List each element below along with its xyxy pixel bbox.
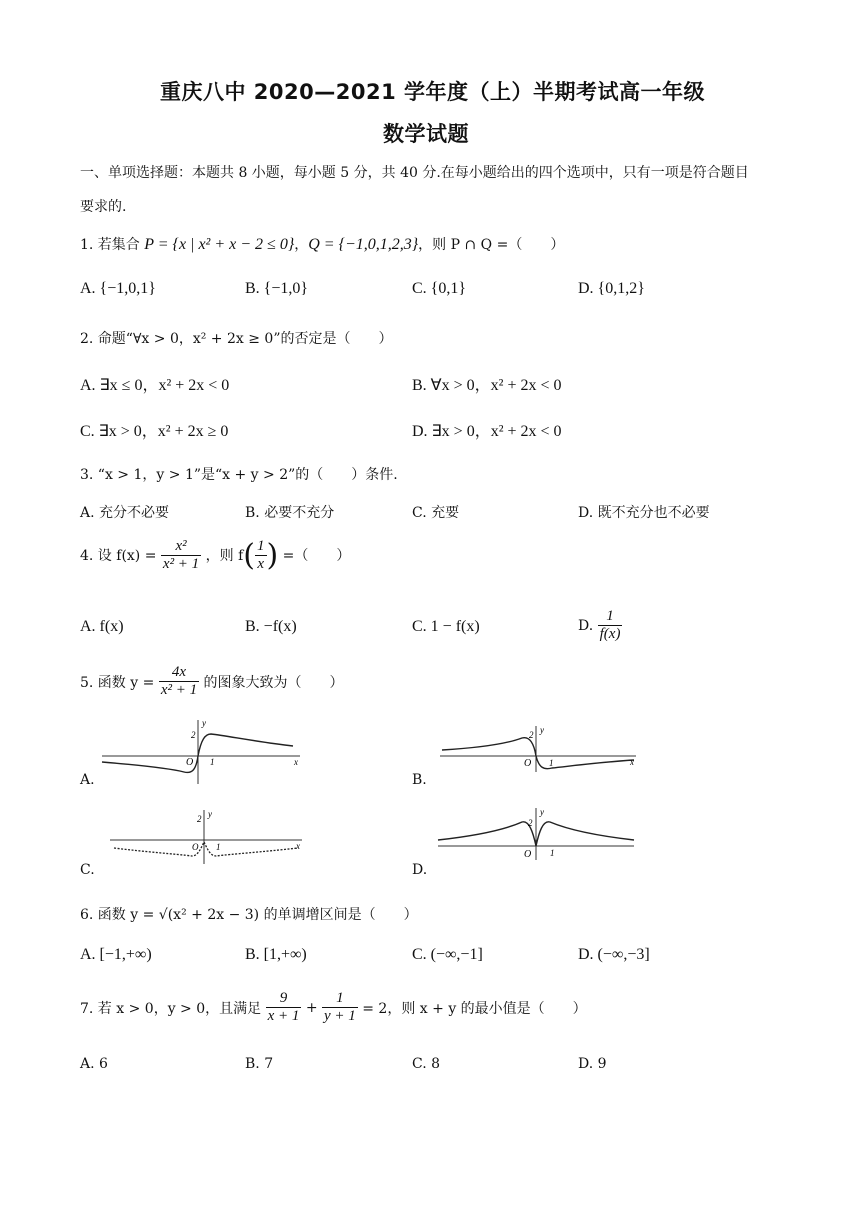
q7-stem-prefix: 7. 若 x > 0，y > 0，且满足 (80, 1000, 262, 1017)
q3-option-a: A. 充分不必要 (80, 505, 170, 521)
q5-option-c-label: C. (80, 862, 95, 878)
q2-option-b: B. ∀x > 0，x² + 2x < 0 (412, 377, 562, 394)
q7-option-b: B. 7 (245, 1056, 274, 1072)
q1-option-b: B. {−1,0} (245, 280, 309, 297)
page-subtitle: 数学试题 (383, 122, 469, 146)
graph-d-curve-left (438, 822, 536, 846)
q4-option-d-label: D. (578, 617, 594, 634)
section-instructions-line2: 要求的. (80, 199, 127, 215)
page-title: 重庆八中 2020—2021 学年度（上）半期考试高一年级 (160, 80, 706, 104)
q5-option-a-label: A. (80, 772, 95, 788)
q1-separator: ， (294, 237, 309, 253)
q7-stem-suffix: = 2，则 x + y 的最小值是（ ） (362, 1000, 587, 1017)
q4-fraction (161, 538, 201, 574)
graph-a-one: 1 (210, 757, 215, 767)
q4-option-d-den: f(x) (599, 626, 621, 643)
graph-c-x-label: x (296, 841, 300, 851)
question-5-stem (80, 664, 344, 700)
q4-stem-prefix: 4. 设 f(x) = (80, 547, 157, 564)
graph-d-origin: O (524, 849, 532, 860)
q1-option-a: A. {−1,0,1} (80, 280, 156, 297)
q7-option-a: A. 6 (80, 1056, 108, 1072)
q6-option-c: C. (−∞,−1] (412, 946, 483, 963)
q5-stem-prefix: 5. 函数 y = (80, 674, 155, 691)
graph-b-two: 2 (529, 730, 534, 740)
graph-d-one: 1 (550, 848, 555, 858)
q5-graph-b (436, 724, 642, 774)
q5-graph-d (434, 806, 640, 862)
graph-b-origin: O (524, 758, 532, 769)
q4-fraction-num: x² (175, 538, 187, 554)
q4-option-c: C. 1 − f(x) (412, 618, 480, 635)
q1-stem-suffix: ，则 P ∩ Q =（ ） (418, 237, 565, 253)
q1-set-p: P = {x | x² + x − 2 ≤ 0} (144, 236, 295, 253)
q3-option-b: B. 必要不充分 (245, 505, 335, 521)
q5-fraction (159, 664, 199, 700)
q4-stem-suffix: =（ ） (282, 547, 351, 564)
question-2-stem: 2. 命题“∀x > 0，x² + 2x ≥ 0”的否定是（ ） (80, 331, 393, 347)
q4-arg-num: 1 (257, 538, 265, 554)
q5-graph-a (98, 718, 308, 786)
question-3-stem: 3. “x > 1，y > 1”是“x + y > 2”的（ ）条件. (80, 467, 398, 483)
q5-option-b-label: B. (412, 772, 427, 788)
q7-fraction-2 (322, 990, 358, 1026)
graph-c-two: 2 (197, 814, 202, 824)
graph-d-two: 2 (528, 818, 533, 828)
q1-option-c: C. {0,1} (412, 280, 467, 297)
graph-c-origin: O (192, 842, 199, 852)
graph-b-one: 1 (549, 758, 554, 768)
q1-stem-prefix: 1. 若集合 (80, 237, 145, 253)
q7-fraction-1 (266, 990, 302, 1026)
graph-b-curve (442, 738, 634, 769)
q7-fraction-1-num: 9 (279, 990, 288, 1006)
q2-option-a: A. ∃x ≤ 0，x² + 2x < 0 (80, 377, 230, 394)
graph-c-curve (114, 842, 298, 856)
graph-a-x-label: x (294, 757, 298, 767)
graph-c-y-label: y (208, 809, 212, 819)
q7-fraction-2-num: 1 (336, 990, 344, 1006)
q2-option-d: D. ∃x > 0，x² + 2x < 0 (412, 423, 562, 440)
q5-fraction-den: x² + 1 (160, 682, 198, 699)
q1-set-q: Q = {−1,0,1,2,3} (308, 236, 419, 253)
q6-option-b: B. [1,+∞) (245, 946, 307, 963)
q4-option-d-fraction (598, 608, 623, 644)
q5-stem-suffix: 的图象大致为（ ） (203, 674, 344, 691)
q4-option-a: A. f(x) (80, 618, 124, 635)
question-4-stem: 4. 设 f(x) = $\frac{\text{x²}}{\text{x² + 1}}$ ，则 f( $\frac{1}{x}$ ) =（ ） (80, 537, 351, 573)
question-6-stem: 6. 函数 y = √(x² + 2x − 3) 的单调增区间是（ ） (80, 907, 418, 923)
question-7-stem (80, 990, 587, 1026)
graph-d-curve-right (536, 822, 634, 846)
q4-arg-fraction (255, 538, 267, 574)
graph-c-one: 1 (216, 842, 221, 852)
q4-arg-den: x (255, 555, 267, 573)
q4-fraction-den: x² + 1 (162, 556, 200, 573)
q4-option-d (578, 608, 622, 644)
q7-fraction-1-den: x + 1 (267, 1008, 300, 1025)
q5-option-d-label: D. (412, 862, 428, 878)
q7-option-d: D. 9 (578, 1056, 607, 1072)
q7-fraction-2-den: y + 1 (324, 1008, 356, 1025)
section-instructions-line1: 一、单项选择题：本题共 8 小题，每小题 5 分，共 40 分.在每小题给出的四个选项中，只有一项是符合题目 (80, 165, 749, 181)
q4-option-b: B. −f(x) (245, 618, 297, 635)
q5-fraction-num: 4x (171, 664, 187, 680)
q4-stem-mid: ，则 f (205, 547, 244, 564)
graph-d-y-label: y (540, 807, 544, 817)
q6-option-a: A. [−1,+∞) (80, 946, 152, 963)
graph-b-x-label: x (630, 757, 634, 767)
q5-graph-c (106, 808, 306, 866)
question-1-stem (80, 234, 564, 254)
graph-b-y-label: y (540, 725, 544, 735)
q6-option-d: D. (−∞,−3] (578, 946, 650, 963)
q7-plus: + (305, 999, 318, 1016)
q1-option-d: D. {0,1,2} (578, 280, 645, 297)
q7-option-c: C. 8 (412, 1056, 441, 1072)
graph-a-origin: O (186, 757, 194, 768)
q3-option-d: D. 既不充分也不必要 (578, 505, 710, 521)
q4-option-d-num: 1 (606, 608, 614, 624)
graph-a-two: 2 (191, 730, 196, 740)
graph-a-y-label: y (202, 718, 206, 728)
q3-option-c: C. 充要 (412, 505, 460, 521)
q2-option-c: C. ∃x > 0，x² + 2x ≥ 0 (80, 423, 229, 440)
